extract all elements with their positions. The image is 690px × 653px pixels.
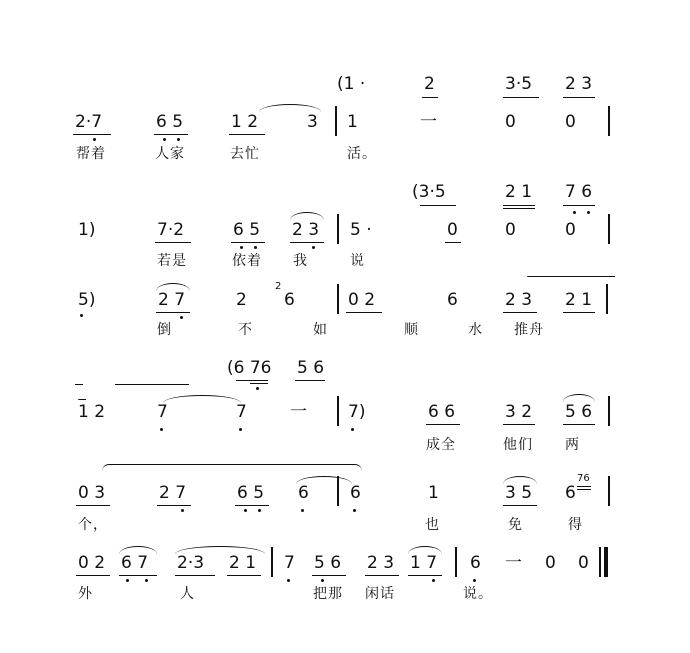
underline: [420, 205, 456, 206]
barline: [337, 476, 339, 506]
note: 1): [78, 220, 96, 240]
note: 0 2: [78, 553, 106, 573]
note: 1 7: [410, 553, 438, 573]
note: 5 ·: [350, 220, 372, 240]
underline: [503, 205, 535, 206]
slur: [408, 546, 442, 554]
note: 1: [347, 112, 358, 132]
barline: [337, 214, 339, 244]
note: 0: [578, 553, 589, 573]
lower-dot: [287, 579, 290, 582]
note: 2: [236, 290, 247, 310]
underline: [73, 134, 111, 135]
intro-note: 2 1: [505, 182, 533, 202]
underline: [154, 134, 188, 135]
intro-note: (1 ·: [337, 74, 366, 94]
lyric: 人家: [155, 146, 185, 162]
note: 7: [157, 402, 168, 422]
underline: [365, 575, 399, 576]
underline: [235, 505, 269, 506]
lower-dot: [160, 428, 163, 431]
underline: [503, 424, 535, 425]
lower-dot: [312, 246, 315, 249]
underline: [503, 97, 539, 98]
underline: [563, 312, 595, 313]
underline: [231, 242, 265, 243]
lyric: 个，: [78, 517, 108, 533]
note: 0 3: [78, 483, 106, 503]
note: 6 5: [237, 483, 265, 503]
lower-dot: [301, 509, 304, 512]
underline: [155, 242, 191, 243]
slur: [163, 395, 241, 403]
barline: [455, 547, 457, 577]
note: 0: [565, 112, 576, 132]
lyric: 不: [238, 322, 253, 338]
underline: [445, 242, 461, 243]
barline: [608, 396, 610, 426]
barline: [335, 106, 337, 136]
tie: [78, 399, 86, 400]
intro-note: 2 3: [565, 74, 593, 94]
note: 1: [428, 483, 439, 503]
note: 5): [78, 290, 96, 310]
lower-dot: [93, 138, 96, 141]
note: 一: [420, 112, 437, 132]
underline: [563, 205, 595, 206]
lyric: 得: [568, 517, 583, 533]
note: 3 5: [505, 483, 533, 503]
lower-dot: [353, 509, 356, 512]
underline: [503, 208, 535, 209]
lyric: 推舟: [514, 322, 544, 338]
barline: [608, 106, 610, 136]
note: 一: [290, 402, 307, 422]
tie: [75, 384, 83, 385]
note: 6: [298, 483, 309, 503]
slur: [259, 104, 321, 112]
underline: [290, 242, 324, 243]
lyric: 他们: [503, 437, 533, 453]
lower-dot: [587, 211, 590, 214]
grace-note: 2: [275, 281, 282, 292]
lyric: 顺: [404, 322, 419, 338]
note: 0: [545, 553, 556, 573]
underline: [76, 505, 110, 506]
lyric: 水: [468, 322, 483, 338]
lyric: 倒: [157, 322, 172, 338]
lower-dot: [258, 509, 261, 512]
underline: [577, 489, 591, 490]
note: 6: [350, 483, 361, 503]
lyric: 若是: [157, 253, 187, 269]
underline: [236, 380, 268, 381]
slur: [290, 212, 324, 220]
underline: [346, 312, 382, 313]
underline: [295, 380, 325, 381]
note: 7: [236, 402, 247, 422]
lower-dot: [177, 138, 180, 141]
underline: [408, 575, 442, 576]
barline: [271, 547, 273, 577]
lower-dot: [254, 246, 257, 249]
barline: [337, 284, 339, 314]
final-barline-thick: [604, 547, 608, 577]
underline: [563, 97, 595, 98]
note: 2 7: [158, 290, 186, 310]
lyric: 成全: [426, 437, 456, 453]
note: 5 6: [314, 553, 342, 573]
lyric: 去忙: [230, 146, 260, 162]
underline: [175, 575, 215, 576]
underline: [426, 424, 460, 425]
lower-dot: [240, 246, 243, 249]
lyric: 帮着: [76, 146, 106, 162]
intro-note: 7 6: [565, 182, 593, 202]
underline: [157, 505, 191, 506]
lyric: 把那: [313, 586, 343, 602]
note: 3 2: [505, 402, 533, 422]
barline: [337, 396, 339, 426]
lower-dot: [181, 509, 184, 512]
note: 1 2: [231, 112, 259, 132]
underline: [503, 505, 537, 506]
lower-dot: [573, 211, 576, 214]
lyric: 免: [508, 517, 523, 533]
note: 7): [348, 402, 366, 422]
note: 7: [284, 553, 295, 573]
note: 0: [505, 220, 516, 240]
underline: [119, 575, 157, 576]
lower-dot: [163, 138, 166, 141]
intro-note: 2: [424, 74, 435, 94]
note: 2·7: [75, 112, 103, 132]
underline: [250, 383, 268, 384]
lower-dot: [256, 387, 259, 390]
note: 6: [284, 290, 295, 310]
slur: [563, 394, 595, 402]
underline: [422, 97, 438, 98]
lower-dot: [321, 579, 324, 582]
note: 6 5: [156, 112, 184, 132]
note: 6: [470, 553, 481, 573]
lower-dot: [239, 428, 242, 431]
underline: [227, 575, 261, 576]
barline: [606, 284, 608, 314]
grace-note: 76: [577, 473, 590, 484]
lyric: 也: [425, 517, 440, 533]
lower-dot: [432, 579, 435, 582]
lyric: 依着: [232, 253, 262, 269]
slur: [156, 283, 190, 291]
note: 2·3: [177, 553, 205, 573]
note: 6 6: [428, 402, 456, 422]
lower-dot: [145, 579, 148, 582]
note: 6: [447, 290, 458, 310]
underline: [503, 312, 537, 313]
note: 2 1: [565, 290, 593, 310]
slur: [503, 476, 537, 484]
note: 3: [307, 112, 318, 132]
lyric: 说: [350, 253, 365, 269]
underline: [563, 424, 595, 425]
lyric: 说。: [463, 586, 493, 602]
lyric: 外: [78, 586, 93, 602]
intro-note: (6 76: [227, 358, 272, 378]
lyric: 我: [293, 253, 308, 269]
final-barline-thin: [599, 547, 601, 577]
tie: [527, 276, 615, 277]
note: 6 5: [233, 220, 261, 240]
lower-dot: [180, 316, 183, 319]
tie: [115, 384, 189, 385]
note: 2 3: [505, 290, 533, 310]
lyric: 活。: [347, 146, 377, 162]
lower-dot: [473, 579, 476, 582]
lower-dot: [244, 509, 247, 512]
barline: [608, 476, 610, 506]
underline: [76, 575, 110, 576]
note: 0: [505, 112, 516, 132]
note: 1 2: [78, 402, 106, 422]
lyric: 如: [313, 322, 328, 338]
note: 2 3: [292, 220, 320, 240]
note: 0: [565, 220, 576, 240]
note: 6 7: [121, 553, 149, 573]
slur: [296, 476, 352, 484]
slur: [119, 546, 157, 554]
note: 7·2: [157, 220, 185, 240]
note: 5 6: [565, 402, 593, 422]
note: 2 7: [159, 483, 187, 503]
underline: [312, 575, 346, 576]
lower-dot: [351, 428, 354, 431]
underline: [156, 312, 190, 313]
note: 2 1: [229, 553, 257, 573]
intro-note: 3·5: [505, 74, 533, 94]
note: 2 3: [367, 553, 395, 573]
lyric: 两: [565, 437, 580, 453]
intro-note: (3·5: [412, 182, 446, 202]
note: 0: [447, 220, 458, 240]
lyric: 闲话: [365, 586, 395, 602]
note: 6: [565, 483, 576, 503]
lower-dot: [80, 314, 83, 317]
lyric: 人: [180, 586, 195, 602]
lower-dot: [126, 579, 129, 582]
barline: [608, 214, 610, 244]
tie: [102, 464, 362, 471]
intro-note: 5 6: [297, 358, 325, 378]
note: 0 2: [348, 290, 376, 310]
underline: [577, 486, 591, 487]
note: 一: [505, 553, 522, 573]
underline: [229, 134, 265, 135]
